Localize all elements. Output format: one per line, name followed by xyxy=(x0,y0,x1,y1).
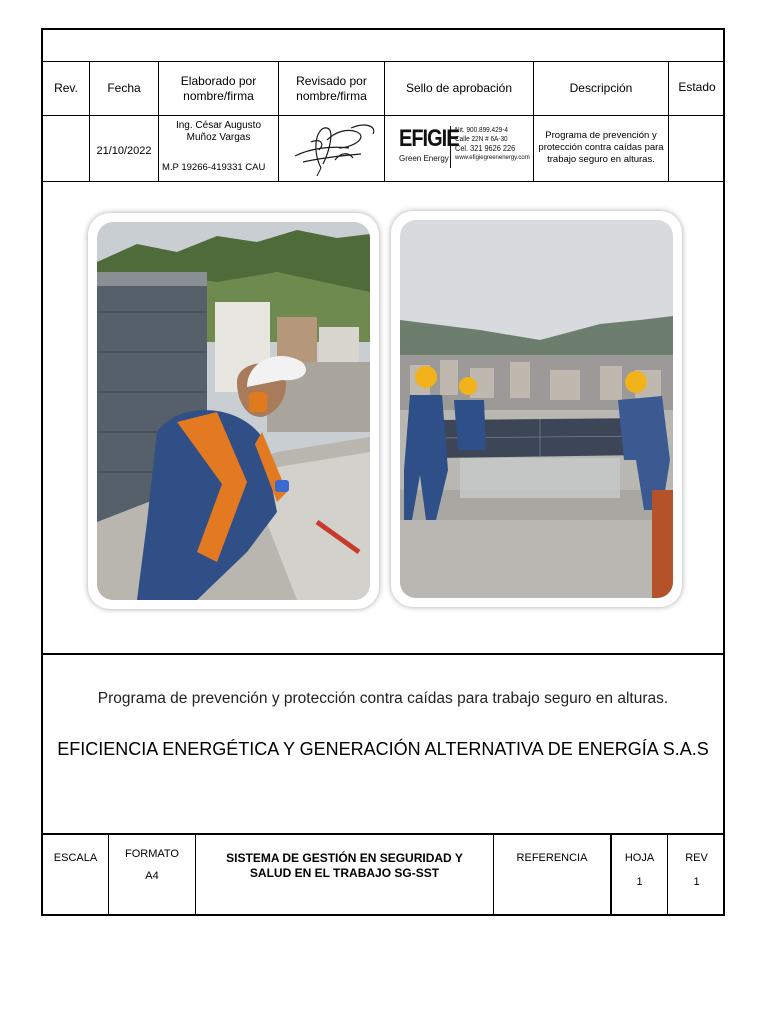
solar-panel-illustration xyxy=(400,220,673,598)
escala-label: ESCALA xyxy=(53,851,98,864)
stamp-phone: Cel. 321 9626 226 xyxy=(455,144,516,153)
rev-value xyxy=(43,116,89,181)
approval-stamp xyxy=(399,126,529,170)
efigie-logo-sub: Green Energy xyxy=(399,154,449,163)
stamp-divider xyxy=(450,126,451,168)
revisado-header: Revisado por nombre/firma xyxy=(296,73,367,103)
formato-value: A4 xyxy=(145,869,159,882)
stamp-address: Calle 22N # 6A-30 xyxy=(455,136,508,143)
stamp-nit: Nit. 900.899.429-4 xyxy=(455,127,509,134)
stamp-details xyxy=(455,126,530,162)
estado-header: Estado xyxy=(678,80,716,94)
elaborado-mp: M.P 19266-419331 CAU xyxy=(162,162,266,173)
document-frame xyxy=(41,28,725,916)
header-bottom-line xyxy=(43,181,723,182)
company-name: EFICIENCIA ENERGÉTICA Y GENERACIÓN ALTERNATIVA DE ENERGÍA S.A.S xyxy=(57,739,709,759)
hoja-label: HOJA xyxy=(624,851,655,864)
footer-divider xyxy=(493,833,494,916)
worker-harness-illustration xyxy=(97,222,370,600)
rev-footer-label: REV xyxy=(685,851,708,864)
elaborado-header: Elaborado por nombre/firma xyxy=(180,73,257,103)
worker-harness-photo xyxy=(88,213,379,609)
rev-footer-value: 1 xyxy=(693,875,700,888)
solar-panel-install-photo xyxy=(391,211,682,607)
descripcion-value: Programa de prevención y protección contra caídas para trabajo seguro en alturas. xyxy=(538,130,664,165)
photo-section-bottom-line xyxy=(43,653,723,655)
signature-image xyxy=(291,118,379,178)
footer-top-line xyxy=(43,833,723,835)
fecha-value: 21/10/2022 xyxy=(96,144,152,157)
referencia-label: REFERENCIA xyxy=(516,851,588,864)
descripcion-header: Descripción xyxy=(569,81,633,95)
estado-value xyxy=(669,116,725,181)
formato-label: FORMATO xyxy=(125,847,179,860)
rev-header: Rev. xyxy=(54,81,78,95)
fecha-header: Fecha xyxy=(107,81,141,95)
stamp-web: www.efigiegreenenergy.com xyxy=(455,154,530,161)
efigie-logo: EFIGIE xyxy=(399,125,459,153)
elaborado-name: Ing. César Augusto Muñoz Vargas xyxy=(175,120,262,143)
document-subtitle: Programa de prevención y protección contra caídas para trabajo seguro en alturas. xyxy=(97,690,669,707)
sello-header: Sello de aprobación xyxy=(405,81,513,95)
system-title: SISTEMA DE GESTIÓN EN SEGURIDAD Y SALUD EN EL TRABAJO SG-SST xyxy=(226,851,463,880)
hoja-value: 1 xyxy=(636,875,643,888)
